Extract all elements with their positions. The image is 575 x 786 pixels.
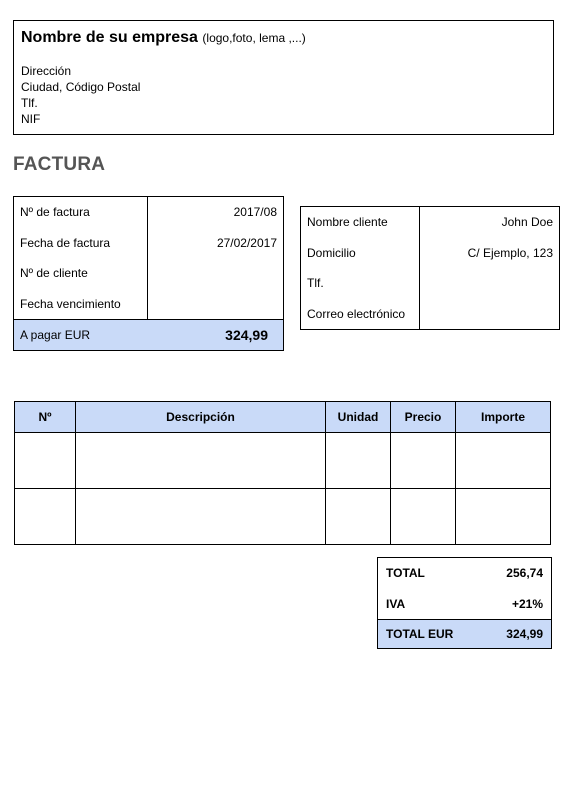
items-header-row xyxy=(15,402,551,433)
client-info-row xyxy=(301,238,560,269)
client-email-value xyxy=(420,299,560,330)
client-name-value: John Doe xyxy=(501,215,553,230)
client-number-value xyxy=(148,258,284,289)
client-email-label: Correo electrónico xyxy=(301,299,420,330)
table-cell xyxy=(76,489,326,545)
totals-row xyxy=(378,589,552,620)
due-date-value xyxy=(148,289,284,320)
grand-total-value: 324,99 xyxy=(484,620,552,649)
company-address xyxy=(21,63,546,127)
client-info-row xyxy=(301,299,560,330)
company-name-line xyxy=(21,29,546,47)
document-title: FACTURA xyxy=(13,154,106,175)
grand-total-label: TOTAL EUR xyxy=(378,620,484,649)
table-cell xyxy=(76,433,326,489)
subtotal-value: 256,74 xyxy=(506,566,543,581)
client-info-table xyxy=(300,206,560,330)
client-address-label: Domicilio xyxy=(301,238,420,269)
client-info-row xyxy=(301,268,560,299)
client-phone-value xyxy=(420,268,560,299)
amount-due-value: 324,99 xyxy=(148,320,284,351)
column-header-price: Precio xyxy=(391,402,456,433)
company-header xyxy=(13,20,554,135)
column-header-amount: Importe xyxy=(456,402,551,433)
invoice-number-label: Nº de factura xyxy=(14,197,148,228)
address-line: Dirección xyxy=(21,64,72,78)
vat-label: IVA xyxy=(386,596,406,611)
table-cell xyxy=(326,433,391,489)
invoice-info-row xyxy=(14,228,284,259)
client-name-label: Nombre cliente xyxy=(301,207,420,238)
city-postal-line: Ciudad, Código Postal xyxy=(21,80,141,94)
client-number-label: Nº de cliente xyxy=(14,258,148,289)
items-table xyxy=(14,401,551,545)
table-cell xyxy=(326,489,391,545)
table-cell xyxy=(456,489,551,545)
invoice-info-row xyxy=(14,197,284,228)
vat-value: +21% xyxy=(511,596,543,611)
table-cell xyxy=(456,433,551,489)
table-cell xyxy=(15,433,76,489)
client-info-row xyxy=(301,207,560,238)
nif-line: NIF xyxy=(21,112,41,126)
amount-due-label: A pagar EUR xyxy=(14,320,148,351)
table-row xyxy=(15,489,551,545)
totals-row xyxy=(378,558,552,589)
amount-due-row xyxy=(14,320,284,351)
invoice-info-row xyxy=(14,258,284,289)
column-header-number: Nº xyxy=(15,402,76,433)
company-name: Nombre de su empresa xyxy=(21,29,198,46)
subtotal-label: TOTAL xyxy=(386,566,425,581)
invoice-date-label: Fecha de factura xyxy=(14,228,148,259)
client-address-value: C/ Ejemplo, 123 xyxy=(467,245,553,260)
table-cell xyxy=(15,489,76,545)
invoice-info-row xyxy=(14,289,284,320)
invoice-number-value: 2017/08 xyxy=(233,205,277,220)
column-header-unit: Unidad xyxy=(326,402,391,433)
client-phone-label: Tlf. xyxy=(301,268,420,299)
table-cell xyxy=(391,433,456,489)
table-cell xyxy=(391,489,456,545)
totals-table xyxy=(377,557,552,649)
invoice-info-table xyxy=(13,196,284,351)
column-header-description: Descripción xyxy=(76,402,326,433)
invoice-date-value: 27/02/2017 xyxy=(216,235,277,250)
company-note: (logo,foto, lema ,...) xyxy=(202,31,306,45)
phone-line: Tlf. xyxy=(21,96,38,110)
due-date-label: Fecha vencimiento xyxy=(14,289,148,320)
table-row xyxy=(15,433,551,489)
grand-total-row xyxy=(378,620,552,649)
